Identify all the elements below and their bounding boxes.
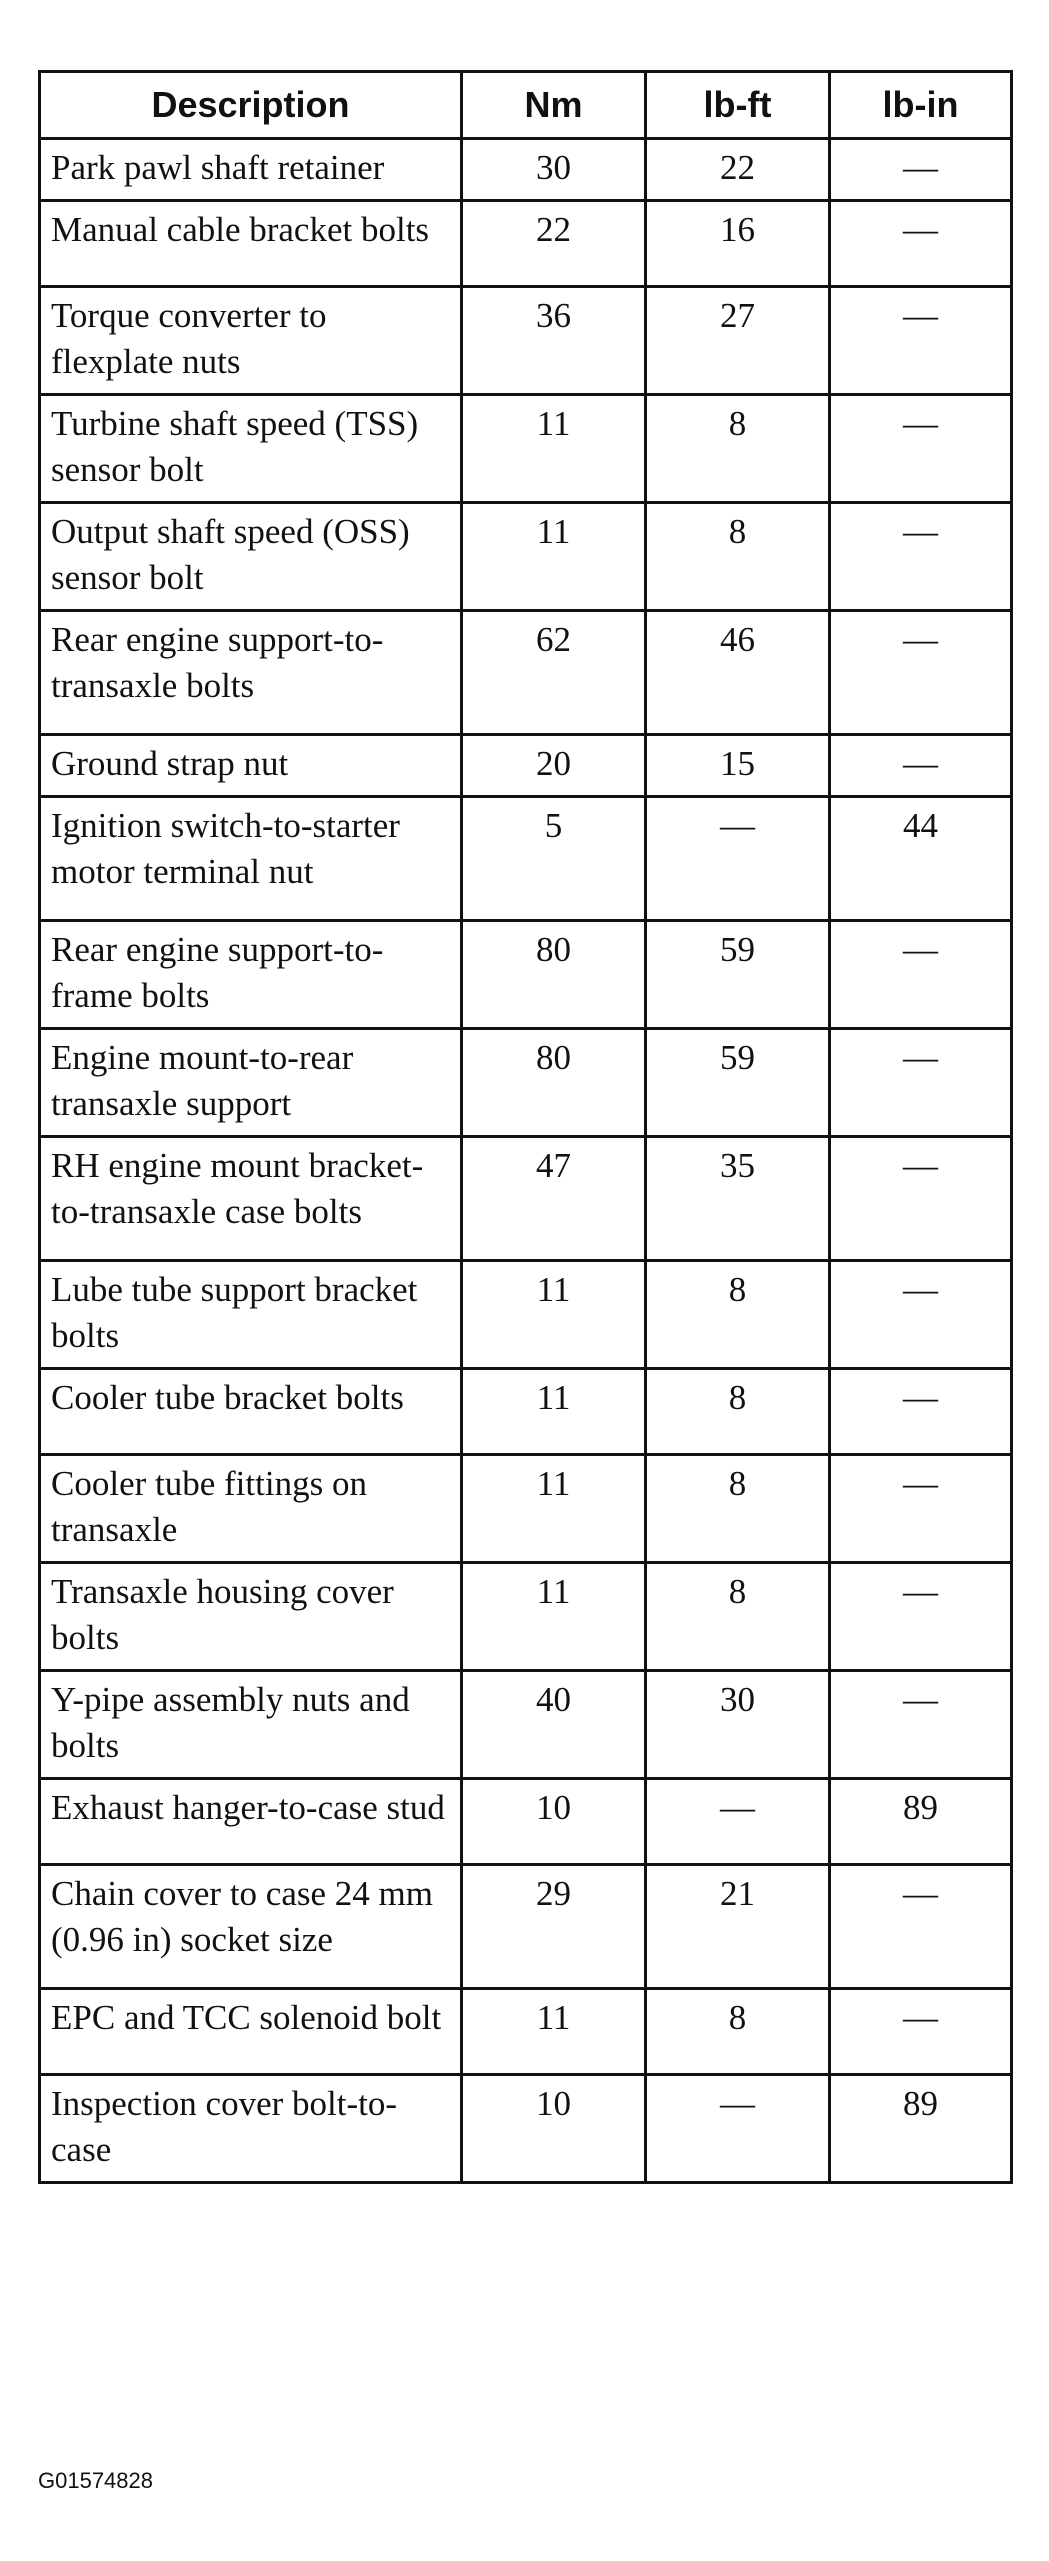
cell-lb-in: —	[830, 1455, 1012, 1563]
table-row	[40, 287, 1012, 395]
cell-description: Torque converter to flexplate nuts	[40, 287, 462, 395]
cell-lb-ft: 8	[646, 1455, 830, 1563]
cell-lb-in: —	[830, 1671, 1012, 1779]
cell-description: Transaxle housing cover bolts	[40, 1563, 462, 1671]
cell-lb-in: —	[830, 287, 1012, 395]
table-row	[40, 611, 1012, 735]
cell-lb-in: —	[830, 1563, 1012, 1671]
cell-nm: 11	[462, 1261, 646, 1369]
cell-lb-in: —	[830, 139, 1012, 201]
cell-lb-ft: 15	[646, 735, 830, 797]
cell-lb-ft: —	[646, 1779, 830, 1865]
cell-lb-ft: 8	[646, 1563, 830, 1671]
cell-lb-ft: 8	[646, 1261, 830, 1369]
cell-description: Exhaust hanger-to-case stud	[40, 1779, 462, 1865]
cell-lb-ft: 27	[646, 287, 830, 395]
cell-nm: 10	[462, 2075, 646, 2183]
cell-lb-in: —	[830, 611, 1012, 735]
cell-lb-in: —	[830, 1369, 1012, 1455]
cell-nm: 40	[462, 1671, 646, 1779]
cell-description: Engine mount-to-rear transaxle support	[40, 1029, 462, 1137]
cell-lb-ft: 59	[646, 1029, 830, 1137]
table-row	[40, 201, 1012, 287]
table-body	[40, 139, 1012, 2183]
cell-lb-ft: 59	[646, 921, 830, 1029]
cell-lb-in: 44	[830, 797, 1012, 921]
cell-lb-in: —	[830, 1989, 1012, 2075]
cell-nm: 10	[462, 1779, 646, 1865]
cell-description: Park pawl shaft retainer	[40, 139, 462, 201]
cell-lb-in: —	[830, 735, 1012, 797]
cell-nm: 11	[462, 1369, 646, 1455]
cell-description: Y-pipe assembly nuts and bolts	[40, 1671, 462, 1779]
cell-lb-ft: —	[646, 2075, 830, 2183]
cell-nm: 22	[462, 201, 646, 287]
cell-nm: 62	[462, 611, 646, 735]
cell-lb-in: —	[830, 201, 1012, 287]
cell-nm: 47	[462, 1137, 646, 1261]
torque-specification-table	[38, 70, 1013, 2184]
cell-description: Rear engine support-to-transaxle bolts	[40, 611, 462, 735]
table-row	[40, 1865, 1012, 1989]
table-row	[40, 395, 1012, 503]
cell-lb-ft: 8	[646, 1989, 830, 2075]
cell-description: EPC and TCC solenoid bolt	[40, 1989, 462, 2075]
table-row	[40, 1369, 1012, 1455]
table-row	[40, 735, 1012, 797]
table-row	[40, 1563, 1012, 1671]
cell-lb-in: —	[830, 1137, 1012, 1261]
cell-description: Rear engine support-to-frame bolts	[40, 921, 462, 1029]
cell-nm: 11	[462, 1989, 646, 2075]
table-row	[40, 797, 1012, 921]
cell-description: Ground strap nut	[40, 735, 462, 797]
cell-nm: 36	[462, 287, 646, 395]
table-row	[40, 2075, 1012, 2183]
cell-lb-ft: —	[646, 797, 830, 921]
table-row	[40, 1779, 1012, 1865]
cell-lb-in: —	[830, 1261, 1012, 1369]
cell-lb-ft: 46	[646, 611, 830, 735]
table-row	[40, 1989, 1012, 2075]
cell-nm: 11	[462, 1563, 646, 1671]
cell-lb-ft: 35	[646, 1137, 830, 1261]
cell-description: Manual cable bracket bolts	[40, 201, 462, 287]
cell-nm: 80	[462, 921, 646, 1029]
cell-lb-ft: 21	[646, 1865, 830, 1989]
cell-lb-in: —	[830, 503, 1012, 611]
cell-nm: 29	[462, 1865, 646, 1989]
table-row	[40, 1261, 1012, 1369]
cell-lb-ft: 22	[646, 139, 830, 201]
cell-nm: 5	[462, 797, 646, 921]
cell-lb-in: —	[830, 395, 1012, 503]
header-description: Description	[40, 72, 462, 139]
table-row	[40, 1671, 1012, 1779]
table-row	[40, 921, 1012, 1029]
cell-lb-in: 89	[830, 1779, 1012, 1865]
cell-description: RH engine mount bracket-to-transaxle case bolts	[40, 1137, 462, 1261]
cell-nm: 11	[462, 395, 646, 503]
cell-description: Turbine shaft speed (TSS) sensor bolt	[40, 395, 462, 503]
cell-lb-in: —	[830, 1865, 1012, 1989]
cell-lb-ft: 8	[646, 503, 830, 611]
cell-lb-ft: 16	[646, 201, 830, 287]
cell-lb-ft: 30	[646, 1671, 830, 1779]
figure-id: G01574828	[38, 2468, 153, 2493]
cell-nm: 30	[462, 139, 646, 201]
header-lb-in: lb-in	[830, 72, 1012, 139]
cell-lb-ft: 8	[646, 395, 830, 503]
table-row	[40, 1137, 1012, 1261]
table-row	[40, 1455, 1012, 1563]
header-lb-ft: lb-ft	[646, 72, 830, 139]
cell-nm: 11	[462, 1455, 646, 1563]
table-row	[40, 1029, 1012, 1137]
cell-nm: 80	[462, 1029, 646, 1137]
cell-lb-in: —	[830, 1029, 1012, 1137]
cell-nm: 20	[462, 735, 646, 797]
cell-description: Chain cover to case 24 mm (0.96 in) socket size	[40, 1865, 462, 1989]
cell-description: Inspection cover bolt-to-case	[40, 2075, 462, 2183]
cell-description: Cooler tube fittings on transaxle	[40, 1455, 462, 1563]
cell-lb-in: —	[830, 921, 1012, 1029]
table-row	[40, 503, 1012, 611]
cell-nm: 11	[462, 503, 646, 611]
cell-description: Ignition switch-to-starter motor terminal nut	[40, 797, 462, 921]
cell-description: Cooler tube bracket bolts	[40, 1369, 462, 1455]
cell-lb-ft: 8	[646, 1369, 830, 1455]
table-header-row	[40, 72, 1012, 139]
cell-lb-in: 89	[830, 2075, 1012, 2183]
cell-description: Lube tube support bracket bolts	[40, 1261, 462, 1369]
table-row	[40, 139, 1012, 201]
cell-description: Output shaft speed (OSS) sensor bolt	[40, 503, 462, 611]
header-nm: Nm	[462, 72, 646, 139]
